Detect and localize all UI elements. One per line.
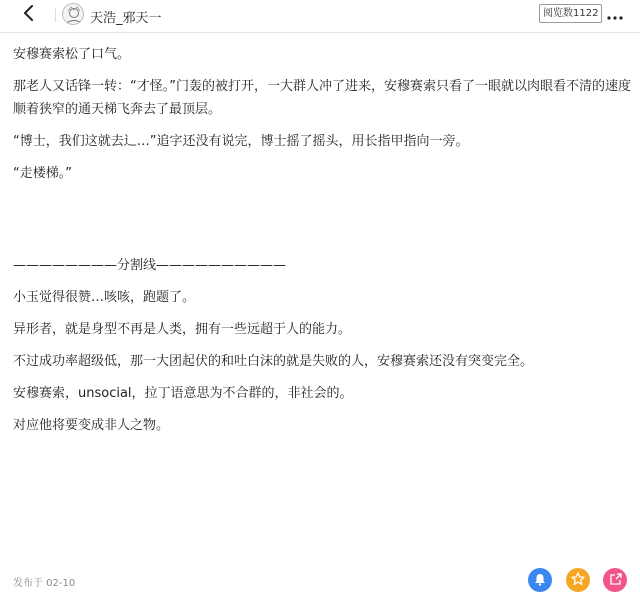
- paragraph: 顺着狭窄的通天梯飞奔去了最顶层。: [13, 102, 222, 117]
- more-button[interactable]: [604, 4, 626, 24]
- chevron-left-icon: [22, 5, 36, 25]
- paragraph: “博士，我们这就去辶…”追字还没有说完，博士摇了摇头，用长指甲指向一旁。: [13, 134, 469, 149]
- star-icon: [571, 571, 585, 590]
- notify-button[interactable]: [528, 568, 552, 592]
- paragraph: 异形者，就是身型不再是人类，拥有一些远超于人的能力。: [13, 322, 352, 337]
- author-name[interactable]: 天浩_邪天一: [90, 11, 162, 26]
- publish-date: 发布于 02-10: [13, 578, 76, 589]
- more-dots-icon: [607, 5, 623, 24]
- section-divider: ————————分割线——————————: [13, 258, 287, 273]
- paragraph: 那老人又话锋一转：“才怪。”门轰的被打开，一大群人冲了进来，安穆赛索只看了一眼就以肉眼看不清的速度: [13, 79, 631, 94]
- paragraph: 对应他将要变成非人之物。: [13, 418, 170, 433]
- share-button[interactable]: [603, 568, 627, 592]
- paragraph: “走楼梯。”: [13, 166, 72, 181]
- paragraph: 小玉觉得很赞…咳咳，跑题了。: [13, 290, 196, 305]
- top-bar: [0, 0, 640, 33]
- favorite-button[interactable]: [566, 568, 590, 592]
- article-body: [13, 43, 631, 437]
- share-icon: [609, 571, 622, 590]
- views-badge: 阅览数1122: [539, 4, 602, 23]
- header-divider: [55, 8, 56, 22]
- avatar[interactable]: [62, 3, 84, 25]
- paragraph: 安穆赛索，unsocial，拉丁语意思为不合群的，非社会的。: [13, 386, 353, 401]
- paragraph: 安穆赛索松了口气。: [13, 47, 131, 62]
- back-button[interactable]: [18, 4, 40, 26]
- paragraph: 不过成功率超级低，那一大团起伏的和吐白沫的就是失败的人，安穆赛索还没有突变完全。: [13, 354, 534, 369]
- bell-icon: [534, 571, 546, 590]
